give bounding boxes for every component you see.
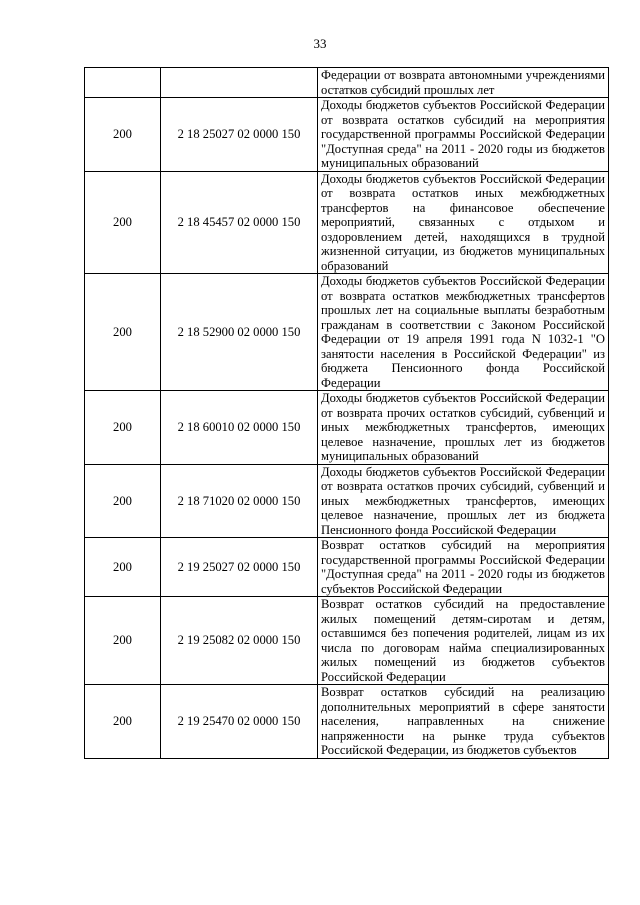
admin-code-cell: 200 bbox=[85, 391, 161, 465]
table-row bbox=[85, 274, 609, 391]
admin-code-cell: 200 bbox=[85, 171, 161, 274]
table-row bbox=[85, 171, 609, 274]
table-row bbox=[85, 68, 609, 98]
budget-code-cell: 2 18 25027 02 0000 150 bbox=[161, 98, 318, 172]
budget-code-cell: 2 19 25470 02 0000 150 bbox=[161, 685, 318, 759]
page-number: 33 bbox=[313, 36, 327, 51]
description-cell: Доходы бюджетов субъектов Российской Федерации от возврата остатков прочих субсидий, субвенций и иных межбюджетных трансфертов, имеющих целевое назначение, прошлых лет из бюджета Пенсионного фонда Российской Федерации bbox=[318, 464, 609, 538]
description-cell: Доходы бюджетов субъектов Российской Федерации от возврата остатков иных межбюджетных трансфертов на финансовое обеспечение мероприятий, связанных с отдыхом и оздоровлением детей, находящихся в трудной жизненной ситуации, из бюджетов муниципальных образований bbox=[318, 171, 609, 274]
admin-code-cell: 200 bbox=[85, 685, 161, 759]
budget-code-cell: 2 18 52900 02 0000 150 bbox=[161, 274, 318, 391]
description-cell: Возврат остатков субсидий на реализацию дополнительных мероприятий в сфере занятости населения, направленных на снижение напряженности на рынке труда субъектов Российской Федерации, из бюджетов субъектов bbox=[318, 685, 609, 759]
admin-code-cell: 200 bbox=[85, 538, 161, 597]
table-row bbox=[85, 538, 609, 597]
table-row bbox=[85, 597, 609, 685]
description-cell: Доходы бюджетов субъектов Российской Федерации от возврата остатков субсидий на мероприятия государственной программы Российской Федерации "Доступная среда" на 2011 - 2020 годы из бюджетов муниципальных образований bbox=[318, 98, 609, 172]
table-row bbox=[85, 391, 609, 465]
budget-code-cell: 2 18 71020 02 0000 150 bbox=[161, 464, 318, 538]
description-cell: Возврат остатков субсидий на мероприятия государственной программы Российской Федерации "Доступная среда" на 2011 - 2020 годы из бюджетов субъектов Российской Федерации bbox=[318, 538, 609, 597]
budget-code-cell: 2 19 25082 02 0000 150 bbox=[161, 597, 318, 685]
description-cell: Федерации от возврата автономными учреждениями остатков субсидий прошлых лет bbox=[318, 68, 609, 98]
admin-code-cell: 200 bbox=[85, 274, 161, 391]
budget-code-cell: 2 19 25027 02 0000 150 bbox=[161, 538, 318, 597]
budget-code-cell bbox=[161, 68, 318, 98]
budget-code-cell: 2 18 45457 02 0000 150 bbox=[161, 171, 318, 274]
budget-code-cell: 2 18 60010 02 0000 150 bbox=[161, 391, 318, 465]
admin-code-cell: 200 bbox=[85, 98, 161, 172]
budget-classification-table bbox=[84, 67, 609, 759]
description-cell: Доходы бюджетов субъектов Российской Федерации от возврата прочих остатков субсидий, субвенций и иных межбюджетных трансфертов, имеющих целевое назначение, прошлых лет из бюджетов муниципальных образований bbox=[318, 391, 609, 465]
admin-code-cell: 200 bbox=[85, 597, 161, 685]
table-row bbox=[85, 685, 609, 759]
description-cell: Доходы бюджетов субъектов Российской Федерации от возврата остатков межбюджетных трансфертов прошлых лет на социальные выплаты безработным гражданам в соответствии с Законом Российской Федерации от 19 апреля 1991 года N 1032-1 "О занятости населения в Российской Федерации" из бюджета Пенсионного фонда Российской Федерации bbox=[318, 274, 609, 391]
admin-code-cell: 200 bbox=[85, 464, 161, 538]
admin-code-cell bbox=[85, 68, 161, 98]
table-row bbox=[85, 464, 609, 538]
table-row bbox=[85, 98, 609, 172]
description-cell: Возврат остатков субсидий на предоставление жилых помещений детям-сиротам и детям, оставшимся без попечения родителей, лицам из их числа по договорам найма специализированных жилых помещений из бюджетов субъектов Российской Федерации bbox=[318, 597, 609, 685]
